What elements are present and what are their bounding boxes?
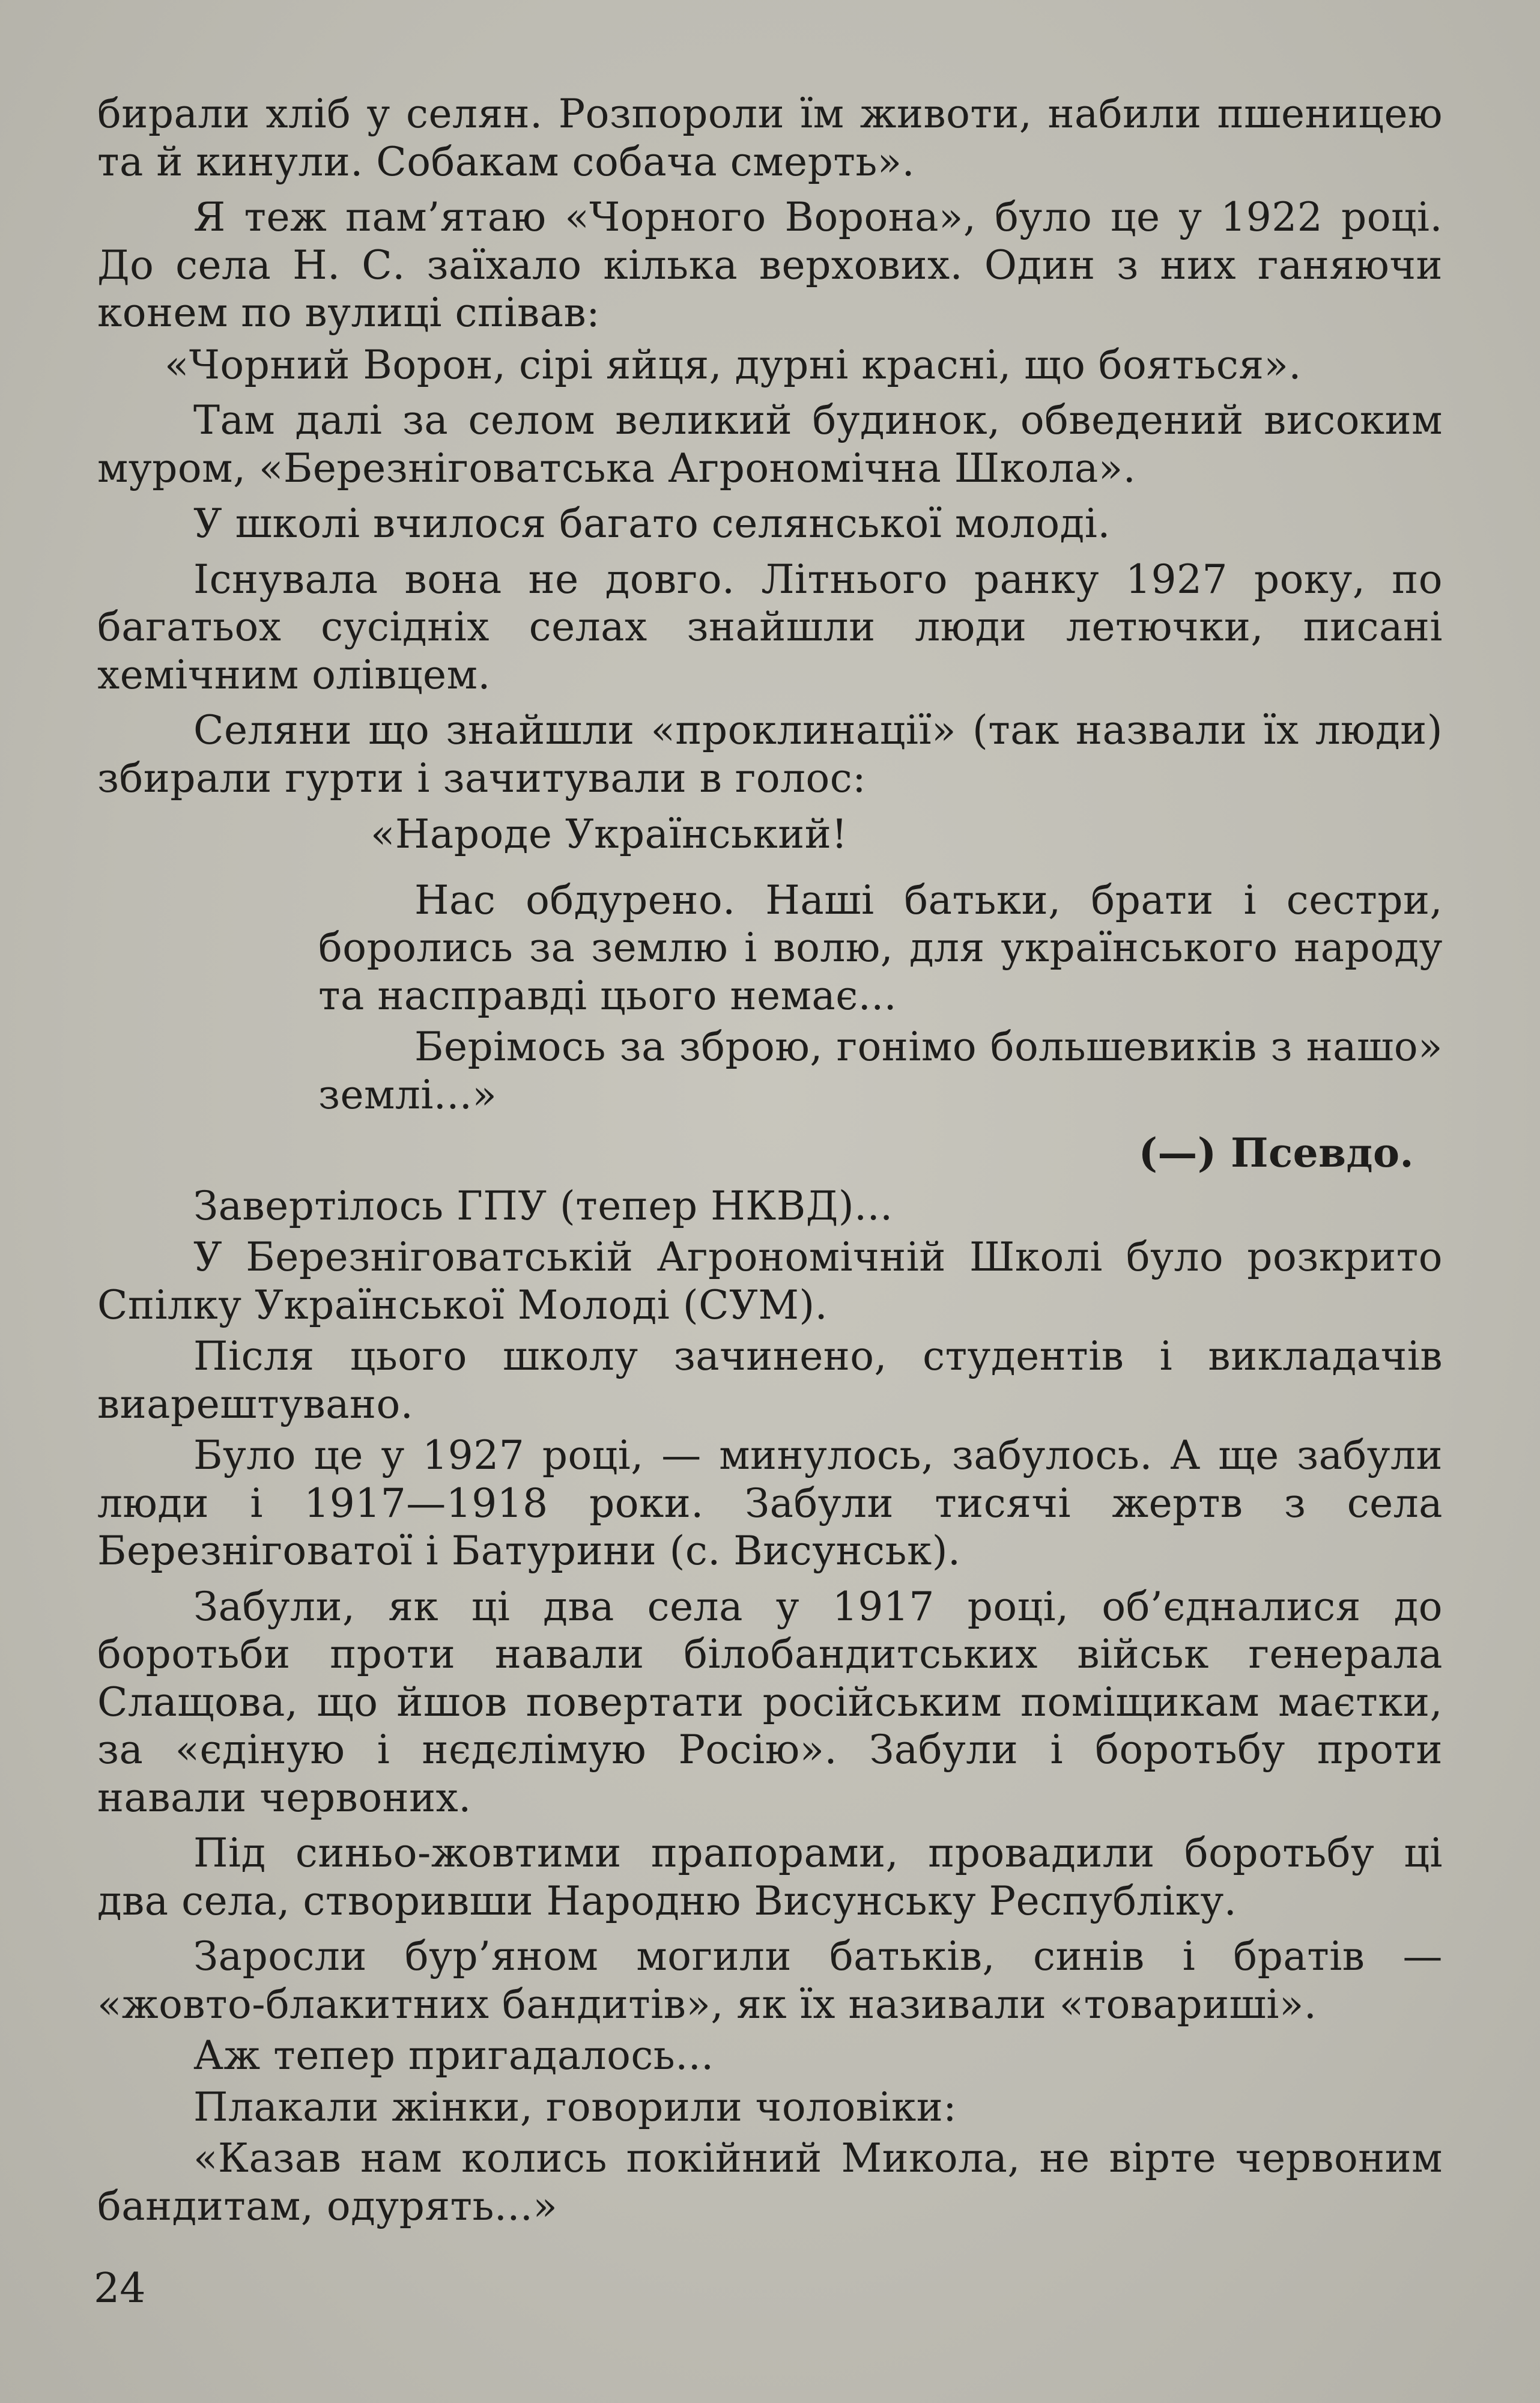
paragraph: Було це у 1927 році, — минулось, забулось. А ще забули люди і 1917—1918 роки. Забули тисячі жертв з села Березніговатої і Батурини (с. Висунськ).: [97, 1432, 1443, 1574]
paragraph: Під синьо-жовтими прапорами, провадили боротьбу ці два села, створивши Народню Висунську Республіку.: [97, 1830, 1443, 1924]
paragraph: Селяни що знайшли «проклинації» (так назвали їх люди) збирали гурти і зачитували в голос:: [97, 707, 1443, 801]
paragraph: У школі вчилося багато селянської молоді.: [193, 500, 1111, 547]
page-number: 24: [94, 2265, 146, 2312]
paragraph: Забули, як ці два села у 1917 році, об’єдналися до боротьби проти навали білобандитських військ генерала Слащова, що йшов повертати російським поміщикам маєтки, за «єдіную і нєдєлімую Росію». Забули і боротьбу проти навали червоних.: [97, 1583, 1443, 1821]
paragraph: бирали хліб у селян. Розпороли їм животи, набили пшеницею та й кинули. Собакам собача смерть».: [97, 91, 1443, 185]
paragraph: У Березніговатській Агрономічній Школі було розкрито Спілку Української Молоді (СУМ).: [97, 1234, 1443, 1328]
leaflet-heading: «Народе Український!: [371, 811, 848, 857]
paragraph: Плакали жінки, говорили чоловіки:: [193, 2083, 957, 2130]
leaflet-signature: (—) Псевдо.: [1138, 1129, 1414, 1176]
page-body: [97, 90, 1443, 2238]
paragraph: Аж тепер пригадалось...: [193, 2032, 714, 2079]
paragraph: Після цього школу зачинено, студентів і викладачів виарештувано.: [97, 1333, 1443, 1427]
paragraph: Там далі за селом великий будинок, обведений високим муром, «Березніговатська Агрономічна Школа».: [97, 397, 1443, 491]
paragraph: Існувала вона не довго. Літнього ранку 1927 року, по багатьох сусідніх селах знайшли люди летючки, писані хемічним олівцем.: [97, 556, 1443, 698]
leaflet-paragraph: Нас обдурено. Наші батьки, брати і сестри, боролись за землю і волю, для українського народу та насправді цього немає...: [318, 876, 1443, 1019]
leaflet-paragraph: Берімось за зброю, гонімо большевиків з нашо» землі...»: [318, 1024, 1443, 1118]
paragraph: Я теж пам’ятаю «Чорного Ворона», було це у 1922 році. До села Н. С. заїхало кілька верхових. Один з них ганяючи конем по вулиці співав:: [97, 194, 1443, 336]
paragraph: «Казав нам колись покійний Микола, не вірте червоним бандитам, одурять...»: [97, 2135, 1443, 2229]
paragraph: Завертілось ГПУ (тепер НКВД)...: [193, 1182, 893, 1229]
paragraph: Заросли бур’яном могили батьків, синів і братів — «жовто-блакитних бандитів», як їх називали «товариші».: [97, 1933, 1443, 2028]
chant-line: «Чорний Ворон, сірі яйця, дурні красні, що бояться».: [165, 341, 1302, 388]
